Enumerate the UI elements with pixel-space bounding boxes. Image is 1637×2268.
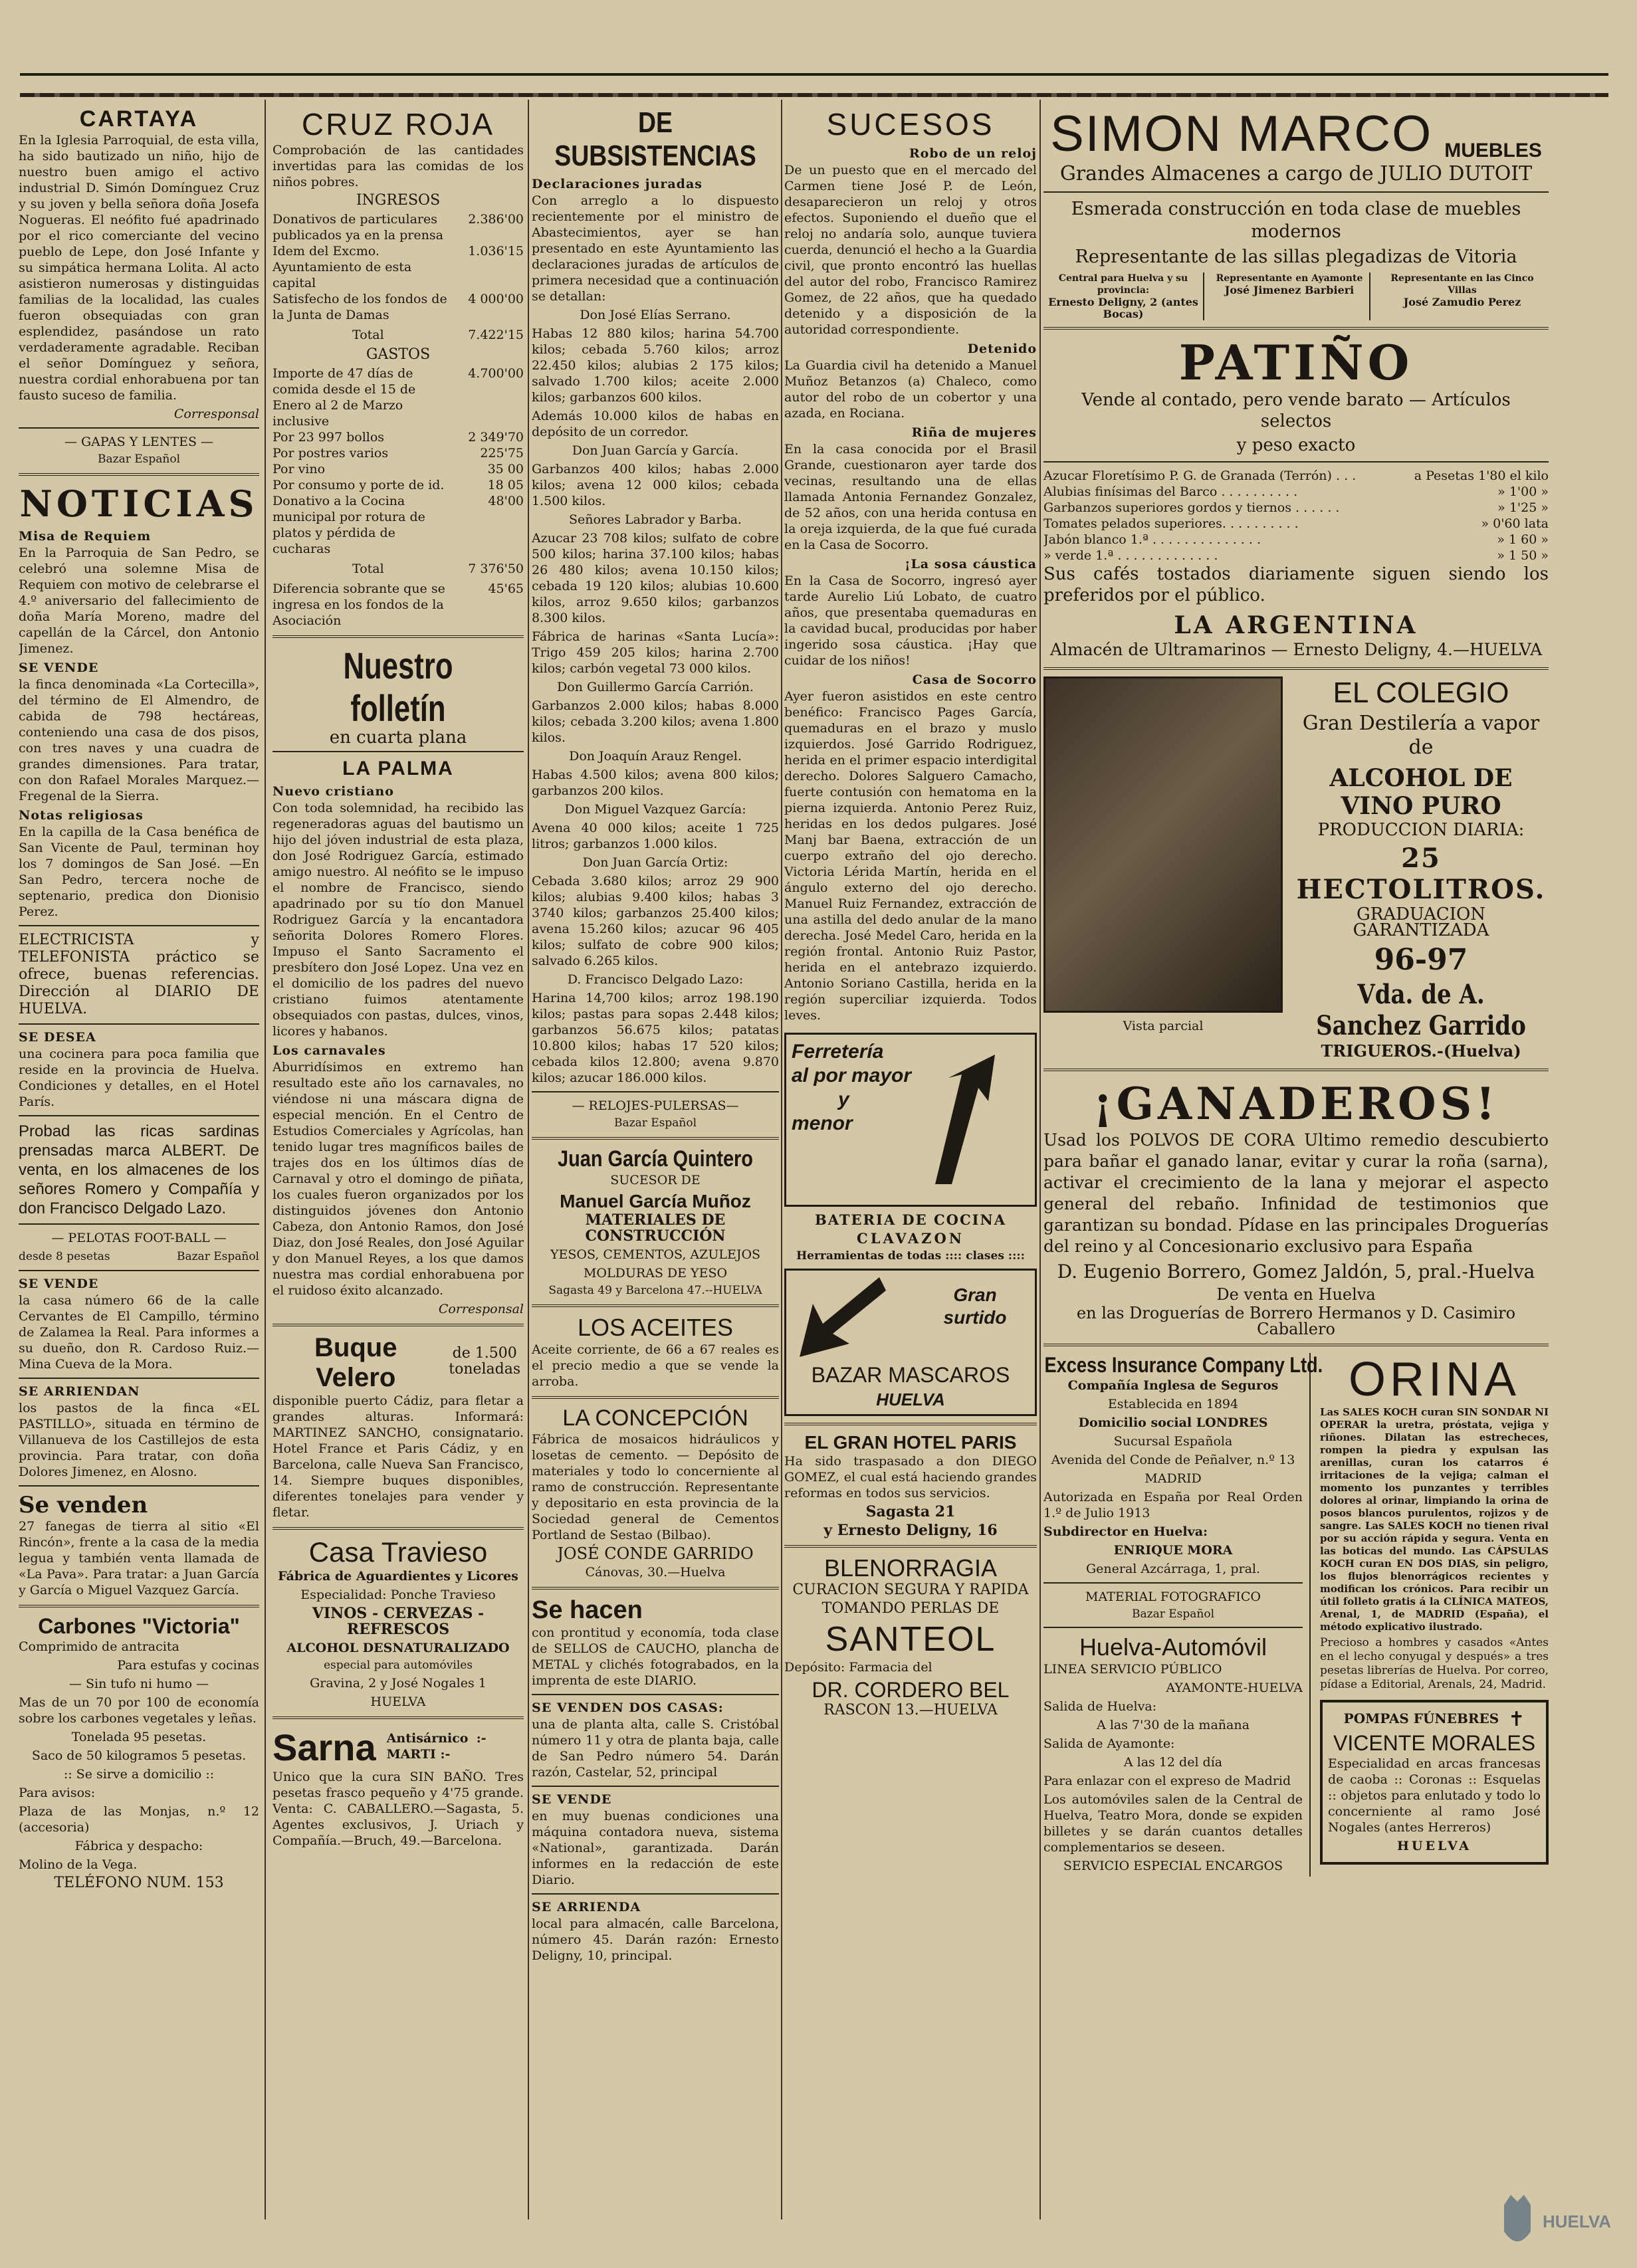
gasto-row: Por vino 35 00 (273, 462, 524, 476)
pompas-title: POMPAS FÚNEBRES (1343, 1710, 1499, 1726)
desea-text: una cocinera para poca familia que reside en la provincia de Huelva. Condiciones y detalles, en el Hotel París. (19, 1047, 259, 1109)
crown-shield-icon (1497, 2192, 1537, 2251)
simon-line: Esmerada construcción en toda clase de muebles modernos (1071, 199, 1521, 242)
clavazon-label: CLAVAZON (856, 1230, 965, 1247)
divider (532, 1893, 779, 1895)
colegio-line: 96-97 (1374, 943, 1468, 978)
divider (19, 473, 259, 476)
precio-row: Azucar Floretísimo P. G. de Granada (Terrón) . . . a Pesetas 1'80 el kilo (1043, 468, 1549, 483)
cafes-text: Sus cafés tostados diariamente siguen siendo los preferidos por el público. (1043, 564, 1549, 605)
excess-line: Sucursal Española (1113, 1434, 1233, 1449)
hacen-title: Se hacen (532, 1596, 643, 1624)
cruz-roja-title: CRUZ ROJA (301, 107, 495, 142)
rina-heading: Riña de mujeres (911, 425, 1037, 440)
divider (273, 1324, 524, 1326)
blenorragia-addr: RASCON 13.—HUELVA (823, 1702, 998, 1718)
declaraciones-heading: Declaraciones juradas (532, 177, 703, 191)
travieso-line: HUELVA (370, 1695, 426, 1709)
automovil-line: AYAMONTE-HUELVA (1166, 1681, 1303, 1695)
aceites-text: Aceite corriente, de 66 a 67 reales es el precio medio a que se vende la arroba. (532, 1342, 779, 1389)
ganaderos-title: ¡GANADEROS! (1093, 1078, 1499, 1130)
simon-rep: Ernesto Deligny, 2 (antes Bocas) (1048, 296, 1198, 320)
carnavales-heading: Los carnavales (273, 1043, 386, 1058)
travieso-line: ALCOHOL DESNATURALIZADO (286, 1641, 510, 1655)
arrow-down-icon (800, 1277, 886, 1364)
decl-item: Garbanzos 400 kilos; habas 2.000 kilos; avena 12 000 kilos; cebada 1.500 kilos. (532, 462, 779, 508)
colegio-line: Gran Destilería a vapor de (1302, 711, 1540, 759)
notas-text: En la capilla de la Casa benéfica de San Vicente de Paul, terminan hoy los 7 domingos de San José. —En San Pedro, tercera noche de septenario, predica don Dionisio Perez. (19, 825, 259, 919)
gasto-row: Por 23 997 bollos 2 349'70 (273, 430, 524, 445)
column-divider (528, 100, 529, 2219)
gapas-ad: — GAPAS Y LENTES — (64, 435, 214, 449)
mascaros-ad (784, 1269, 1037, 1416)
ganaderos-line: en las Droguerías de Borrero Hermanos y D. Casimiro Caballero (1076, 1304, 1516, 1338)
cross-icon: ✝ (1508, 1708, 1525, 1731)
carbones-line: Plaza de las Monjas, n.º 12 (accesoria) (19, 1804, 259, 1835)
gasto-row: Por postres varios 225'75 (273, 446, 524, 461)
telefono: TELÉFONO NUM. 153 (54, 1875, 224, 1891)
decl-item: Señores Labrador y Barba. (569, 512, 742, 527)
bazar-label: Bazar Español (613, 1116, 697, 1130)
arrienda-heading: SE ARRIENDA (532, 1900, 641, 1914)
corresponsal-sign: Corresponsal (173, 407, 259, 421)
arriendan-text: los pastos de la finca «EL PASTILLO», situada en término de Villanueva de los Castillejos de esta provincia. Para tratar, con doña Dolores Jimenez, en Alosno. (19, 1401, 259, 1479)
palma-title: LA PALMA (342, 758, 454, 779)
divider (1043, 1627, 1303, 1628)
divider (1043, 1069, 1549, 1071)
divider (19, 1115, 259, 1116)
travieso-line: Fábrica de Aguardientes y Licores (278, 1569, 518, 1584)
decl-item: Habas 12 880 kilos; harina 54.700 kilos; cebada 5.760 kilos; arroz 22.450 kilos; alubias 2 175 kilos; salvado 1.700 kilos; aceite 2.000 kilos; garbanzos 600 kilos. (532, 326, 779, 405)
sucesos-title: SUCESOS (826, 107, 995, 142)
distillery-photo (1043, 676, 1283, 1013)
colegio-line: PRODUCCION DIARIA: (1317, 819, 1525, 840)
divider (532, 1786, 779, 1787)
cruz-roja-intro: Comprobación de las cantidades invertidas para las comidas de los niños pobres. (273, 143, 524, 189)
column-4 (784, 106, 1037, 2233)
travieso-line: VINOS - CERVEZAS - REFRESCOS (312, 1605, 485, 1638)
hacen-text: con prontitud y economía, toda clase de SELLOS de CAUCHO, plancha de METAL y clichés fotograbados, en la imprenta de este DIARIO. (532, 1625, 779, 1688)
decl-item: Fábrica de harinas «Santa Lucía»: Trigo 459 205 kilos; harina 2.700 kilos; carbón vegetal 73 000 kilos. (532, 629, 779, 676)
quintero-line: Sagasta 49 y Barcelona 47.--HUELVA (548, 1284, 762, 1297)
colegio-line: Vda. de A. Sanchez Garrido (1316, 979, 1526, 1042)
orina-line: Precioso a hombres y casados «Antes en el lecho conyugal y después» a tres pesetas librerías de Huelva. Por correo, pídase a Editorial, Arenals, 24, Madrid. (1320, 1636, 1549, 1691)
hotel-addr: Sagasta 21 (865, 1503, 956, 1520)
simon-rep: José Zamudio Perez (1403, 296, 1521, 308)
decl-item: Habas 4.500 kilos; avena 800 kilos; garbanzos 200 kilos. (532, 768, 779, 798)
decl-item: Cebada 3.680 kilos; arroz 29 900 kilos; alubias 9.400 kilos; habas 3 3740 kilos; garbanzos 25.400 kilos; avena 15.260 kilos; azucar 96 405 kilos; sulfato de cobre 900 kilos; salvado 6.265 kilos. (532, 874, 779, 968)
quintero-title: Juan García Quintero (558, 1146, 753, 1172)
divider (532, 1694, 779, 1695)
ferreteria-ad (784, 1033, 1037, 1207)
automovil-line: SERVICIO ESPECIAL ENCARGOS (1063, 1859, 1283, 1873)
patino-line: y peso exacto (1236, 435, 1356, 455)
bazar-label: Bazar Español (97, 453, 181, 466)
divider (19, 1605, 259, 1607)
carbones-line: Saco de 50 kilogramos 5 pesetas. (31, 1748, 247, 1763)
divider (784, 1545, 1037, 1548)
corresponsal-sign: Corresponsal (438, 1302, 524, 1316)
divider (19, 1270, 259, 1271)
precio-row: Jabón blanco 1.ª . . . . . . . . . . . . . . » 1 60 » (1043, 532, 1549, 547)
divider (532, 1396, 779, 1399)
desea-heading: SE DESEA (19, 1030, 96, 1045)
carbones-line: :: Se sirve a domicilio :: (63, 1767, 215, 1782)
divider (273, 635, 524, 638)
column-divider (265, 100, 266, 2219)
precio-row: Alubias finísimas del Barco . . . . . . . . . . » 1'00 » (1043, 484, 1549, 499)
carbones-line: Comprimido de antracita (19, 1639, 179, 1654)
decl-item: Garbanzos 2.000 kilos; habas 8.000 kilos; cebada 3.200 kilos; avena 1.800 kilos. (532, 698, 779, 745)
divider (19, 1485, 259, 1487)
simon-rep-label: Representante en las Cinco Villas (1390, 273, 1534, 296)
muebles-label: MUEBLES (1444, 140, 1542, 161)
detenido-text: La Guardia civil ha detenido a Manuel Muñoz Betanzos (a) Chaleco, como autor del robo de un cobertor y una azada, en Rociana. (784, 358, 1037, 421)
vende-maquina-heading: SE VENDE (532, 1792, 612, 1807)
socorro-heading: Casa de Socorro (912, 672, 1037, 687)
declaraciones-text: Con arreglo a lo dispuesto recientemente por el ministro de Abastecimientos, ayer se han presentado en este Ayuntamiento las declaraciones juradas de artículos de primera necesidad que a continuación se detallan: (532, 193, 779, 304)
gran-surtido: Gran surtido (943, 1285, 1007, 1328)
pompas-ad (1320, 1700, 1549, 1865)
venden-casas-heading: SE VENDEN DOS CASAS: (532, 1701, 724, 1715)
patino-line: Vende al contado, pero vende barato — Artículos selectos (1081, 390, 1511, 431)
excess-line: Compañía Inglesa de Seguros (1067, 1378, 1279, 1393)
simon-rep-label: Central para Huelva y su provincia: (1058, 273, 1188, 296)
decl-item: D. Francisco Delgado Lazo: (567, 972, 744, 987)
ingreso-row: Satisfecho de los fondos de la Junta de Damas 4 000'00 (273, 292, 524, 322)
divider (19, 1378, 259, 1379)
foto-ad: MATERIAL FOTOGRAFICO (1085, 1590, 1261, 1604)
automovil-line: A las 7'30 de la mañana (1097, 1718, 1250, 1732)
decl-item: Don Miguel Vazquez García: (564, 802, 746, 817)
pompas-text: Especialidad en arcas francesas de caoba :: Coronas :: Esquelas :: objetos para enlutado y todo lo concerniente al ramo José Nogales (antes Herreros) (1328, 1756, 1541, 1835)
divider (532, 1137, 779, 1140)
buque-title: Buque Velero (314, 1333, 397, 1392)
colegio-line: TRIGUEROS.-(Huelva) (1321, 1041, 1521, 1061)
decl-item: Avena 40 000 kilos; aceite 1 725 litros; garbanzos 1.000 kilos. (532, 821, 779, 851)
folletin-title: Nuestro folletín (343, 645, 453, 729)
bottom-ads (1043, 1353, 1549, 1877)
mascaros-city: HUELVA (876, 1390, 945, 1409)
travieso-title: Casa Travieso (308, 1536, 488, 1568)
gastos-label: GASTOS (366, 346, 431, 363)
buque-capacity: de 1.500 toneladas (449, 1345, 521, 1378)
diferencia-row: Diferencia sobrante que se ingresa en los fondos de la Asociación 45'65 (273, 581, 524, 628)
divider (784, 1423, 1037, 1425)
ferreteria-line: al por mayor (792, 1065, 912, 1086)
sarna-text: Unico que la cura SIN BAÑO. Tres pesetas frasco pequeño y 4'75 grande. Venta: C. CABALLERO.—Sagasta, 5. Agentes exclusivos, J. Uriach y Compañía.—Bruch, 49.—Barcelona. (273, 1770, 524, 1848)
vende-maquina-text: en muy buenas condiciones una máquina contadora nueva, sistema «National», garantizada. Darán informes en la redacción de este Diario. (532, 1809, 779, 1887)
simon-rep-label: Representante en Ayamonte (1216, 273, 1363, 284)
sardinas-ad: Probad las ricas sardinas prensadas marca ALBERT. De venta, en los almacenes de los señores Romero y Compañía y don Francisco Delgado Lazo. (19, 1122, 259, 1217)
socorro-text: Ayer fueron asistidos en este centro benéfico: Francisco Pages García, quemaduras en el brazo y muslo izquierdos. José Garrido Rodriguez, herida en el primer espacio interdigital derecho. Dolores Salguero Camacho, fuerte contusión con hematoma en la pierna izquierda. Antonio Perez Ruiz, heridas en los dedos pulgares. José Manj bar Baena, extracción de un cuerpo extraño del ojo derecho. Victoria Lérida Martín, herida en el ángulo externo del ojo derecho. Manuel Ruiz Fernandez, extracción de una astilla del dedo anular de la mano derecha. José Medel Caro, herida en la región frontal. Antonio Ruiz Pastor, herida en el antebrazo izquierdo. Antonio Soriano Castilla, herida en la región superciliar izquierda. Todos leves. (784, 689, 1037, 1023)
colegio-line: GRADUACION GARANTIZADA (1353, 904, 1489, 941)
gasto-row: Importe de 47 días de comida desde el 15 de Enero al 2 de Marzo inclusive 4.700'00 (273, 366, 524, 429)
blenorragia-dep: Depósito: Farmacia del (784, 1660, 932, 1675)
decl-item: Don Juan García Ortiz: (582, 855, 728, 870)
decl-item: Don Joaquín Arauz Rengel. (569, 749, 742, 764)
aceites-title: LOS ACEITES (577, 1314, 734, 1341)
nuevo-heading: Nuevo cristiano (273, 784, 394, 799)
carbones-line: Tonelada 95 pesetas. (71, 1730, 207, 1744)
decl-item: Harina 14,700 kilos; arroz 198.190 kilos; pastas para sopas 2.448 kilos; garbanzos 56.675 kilos; patatas 10.800 kilos; habas 17 520 kilos; cebada kilos 12.800; avena 9.870 kilos; azucar 186.000 kilos. (532, 991, 779, 1085)
concepcion-text: Fábrica de mosaicos hidráulicos y losetas de cemento. — Depósito de materiales y todo lo concerniente al ramo de construcción. Representante y depositario en esta provincia de la Sociedad general de Cementos Portland de Sestao (Bilbao). (532, 1432, 779, 1542)
misa-heading: Misa de Requiem (19, 529, 152, 544)
decl-item: Además 10.000 kilos de habas en depósito de un corredor. (532, 409, 779, 439)
pompas-city: HUELVA (1396, 1839, 1472, 1853)
relojes-ad: — RELOJES-PULERSAS— (572, 1098, 739, 1113)
electricista-ad: ELECTRICISTA y TELEFONISTA práctico se ofrece, buenas referencias. Dirección al DIARIO DE HUELVA. (19, 932, 259, 1017)
ferreteria-line: y (838, 1088, 849, 1110)
simon-marco-title: SIMON MARCO (1050, 106, 1433, 162)
colegio-line: ALCOHOL DE VINO PURO (1329, 764, 1513, 820)
simon-sub: Grandes Almacenes a cargo de JULIO DUTOIT (1059, 162, 1533, 185)
colegio-line: 25 HECTOLITROS. (1296, 842, 1546, 905)
automovil-line: Para enlazar con el expreso de Madrid (1043, 1774, 1291, 1788)
arrienda-text: local para almacén, calle Barcelona, número 45. Darán razón: Ernesto Deligny, 10, principal. (532, 1916, 779, 1963)
noticias-title: NOTICIAS (19, 482, 259, 525)
automovil-line: Salida de Ayamonte: (1043, 1736, 1175, 1751)
sosa-heading: ¡La sosa cáustica (905, 557, 1037, 571)
divider (1043, 327, 1549, 330)
column-divider (781, 100, 782, 2219)
bazar-label: Bazar Español (176, 1250, 259, 1263)
excess-line: MADRID (1145, 1471, 1202, 1486)
divider (19, 1223, 259, 1225)
gasto-row: Por consumo y porte de id. 18 05 (273, 478, 524, 492)
automovil-line: Salida de Huelva: (1043, 1699, 1157, 1714)
column-divider (1039, 100, 1041, 2219)
divider (19, 925, 259, 926)
top-ornament-rule (20, 93, 1608, 97)
sarna-sub: Antisárnico :- MARTI :- (386, 1730, 487, 1762)
arriendan-heading: SE ARRIENDAN (19, 1384, 140, 1399)
orina-title: ORINA (1348, 1353, 1521, 1406)
carbones-line: Para avisos: (19, 1786, 96, 1800)
column-5 (1043, 106, 1549, 2233)
quintero-line: SUCESOR DE (610, 1173, 701, 1187)
santeol-brand: SANTEOL (825, 1620, 996, 1659)
archive-stamp (1497, 2188, 1617, 2255)
ganaderos-text: Usad los POLVOS DE CORA Ultimo remedio descubierto para bañar el ganado lanar, evitar y curar la roña (sarna), activar el crecimiento de la lana y mejorar el aspecto general del rebaño. Infinidad de testimonios que garantizan su bondad. Pídase en las principales Droguerías del reino y al Concesionario exclusivo para España (1043, 1130, 1549, 1256)
sarna-title: Sarna (273, 1726, 376, 1768)
conde-addr: Cánovas, 30.—Huelva (585, 1565, 726, 1580)
colegio-ad (1043, 676, 1549, 1062)
carbones-line: Mas de un 70 por 100 de economía sobre los carbones vegetales y leñas. (19, 1695, 259, 1726)
ferreteria-line: menor (792, 1112, 853, 1134)
carbones-line: Molino de la Vega. (19, 1857, 138, 1872)
automovil-line: Los automóviles salen de la Central de Huelva, Teatro Mora, donde se expiden billetes y se darán cuantos detalles complementarios se deseen. (1043, 1792, 1303, 1855)
vende2-heading: SE VENDE (19, 1277, 99, 1291)
travieso-line: especial para automóviles (323, 1659, 473, 1672)
precio-row: » verde 1.ª . . . . . . . . . . . . . » 1 50 » (1043, 548, 1549, 563)
ingreso-row: Idem del Excmo. Ayuntamiento de esta capital 1.036'15 (273, 244, 524, 290)
ganaderos-line: De venta en Huelva (1216, 1285, 1376, 1304)
vicente-name: VICENTE MORALES (1333, 1731, 1536, 1755)
vista-caption: Vista parcial (1123, 1019, 1204, 1033)
cartaya-text: En la Iglesia Parroquial, de esta villa, ha sido bautizado un niño, hijo de nuestro buen amigo el activo industrial D. Simón Domínguez Cruz y su joven y bella señora doña Josefa Nogueras. El neófito fué apadrinado por el rico comerciante del vecino pueblo de Lepe, don José Infante y su simpática hermana Lolita. Al acto asistieron numerosas y distinguidas familias de la localidad, las cuales fueron obsequiadas con gran esplendidez, pasándose un rato verdaderamente agradable. Reciban el señor Domínguez y señora, nuestra cordial enhorabuena por tan fausto suceso de familia. (19, 133, 259, 403)
decl-item: Azucar 23 708 kilos; sulfato de cobre 500 kilos; harina 37.100 kilos; habas 26 480 kilos; avena 10.150 kilos; cebada 19 120 kilos; alubias 10.600 kilos, arroz 9.650 kilos; garbanzos 8.300 kilos. (532, 531, 779, 625)
venden-title: Se venden (19, 1492, 148, 1518)
argentina-title: LA ARGENTINA (1174, 611, 1418, 639)
stamp-label: HUELVA (1543, 2211, 1612, 2231)
divider (19, 427, 259, 429)
vende2-text: la casa número 66 de la calle Cervantes de El Campillo, término de Zalamea la Real. Para informes a su dueño, don R. Cardoso Ruiz.—Mina Cueva de la Mora. (19, 1293, 259, 1372)
excess-line: Autorizada en España por Real Orden 1.º de Julio 1913 (1043, 1490, 1303, 1520)
blenorragia-line: TOMANDO PERLAS DE (821, 1600, 1000, 1617)
travieso-line: Especialidad: Ponche Travieso (300, 1588, 496, 1602)
carnavales-text: Aburridísimos en extremo han resultado este año los carnavales, no viéndose ni una máscara digna de especial mención. En el Centro de Estudios Comerciales y Agrícolas, han tenido lugar tres magníficos bailes de trajes dos en los últimos días de Carnaval y otro el domingo de piñata, los cuales fueron organizados por los distinguidos jóvenes don Antonio Cabeza, don Antonio Ramos, don José Diaz, don José Reales, don José Aguilar y don Manuel Reyes, a los que damos nuestra mas cordial enhorabuena por el ruidoso éxito alcanzado. (273, 1060, 524, 1298)
venden-text: 27 fanegas de tierra al sitio «El Rincón», frente a la casa de la media legua y también venta llamada de «La Pava». Para tratar: a Juan García y García o Miguel Vazquez García. (19, 1519, 259, 1598)
subsistencias-title: DE SUBSISTENCIAS (554, 106, 756, 172)
precio-row: Tomates pelados superiores. . . . . . . . . . » 0'60 lata (1043, 516, 1549, 531)
decl-item: Don José Elías Serrano. (580, 308, 731, 322)
travieso-line: Gravina, 2 y José Nogales 1 (310, 1676, 487, 1691)
carbones-line: Fábrica y despacho: (74, 1839, 203, 1853)
herramientas-label: Herramientas de todas :::: clases :::: (796, 1249, 1025, 1263)
decl-item: Don Juan García y García. (572, 443, 739, 458)
mascaros-title: BAZAR MASCAROS (811, 1363, 1010, 1387)
sosa-text: En la Casa de Socorro, ingresó ayer tarde Aurelio Liú Lobato, de cuatro años, que presentaba quemaduras en la cavidad bucal, producidas por haber ingerido sosa cáustica. ¡Hay que cuidar de los niños! (784, 573, 1037, 668)
simon-line: Representante de las sillas plegadizas de Vitoria (1075, 247, 1517, 267)
column-3 (532, 106, 779, 2233)
gasto-row: Donativo a la Cocina municipal por rotura de platos y pérdida de cucharas 48'00 (273, 494, 524, 556)
quintero-line: MATERIALES DE CONSTRUCCIÓN (585, 1211, 726, 1245)
patino-title: PATIÑO (1178, 334, 1414, 391)
carbones-line: — Sin tufo ni humo — (68, 1677, 209, 1691)
hotel-text: Ha sido traspasado a don DIEGO GOMEZ, el cual está haciendo grandes reformas en todos sus servicios. (784, 1454, 1037, 1500)
total-gastos: Total 7 376'50 (352, 562, 524, 576)
divider (1043, 667, 1549, 670)
divider (1043, 1344, 1549, 1346)
simon-rep: José Jimenez Barbieri (1224, 284, 1355, 296)
vende-heading: SE VENDE (19, 661, 99, 675)
excess-title: Excess Insurance Company Ltd. (1044, 1353, 1323, 1377)
hotel-addr: y Ernesto Deligny, 16 (823, 1522, 998, 1539)
ingresos-label: INGRESOS (356, 192, 441, 209)
folletin-sub: en cuarta plana (329, 728, 467, 748)
bazar-label: Bazar Español (1131, 1607, 1215, 1621)
arrow-icon (922, 1055, 1022, 1187)
divider (273, 751, 524, 752)
excess-line: Domicilio social LONDRES (1078, 1415, 1268, 1430)
excess-line: Avenida del Conde de Peñalver, n.º 13 (1051, 1453, 1295, 1467)
quintero-line: YESOS, CEMENTOS, AZULEJOS (550, 1247, 761, 1262)
venden-casas-text: una de planta alta, calle S. Cristóbal número 11 y otra de planta baja, calle de San Pedro número 54. Darán razón, Castelar, 52, principal (532, 1717, 779, 1780)
divider (532, 1304, 779, 1307)
excess-line: General Azcárraga, 1, pral. (1085, 1562, 1261, 1576)
divider (1043, 461, 1549, 463)
divider (19, 1023, 259, 1025)
argentina-sub: Almacén de Ultramarinos — Ernesto Deligny, 4.—HUELVA (1049, 640, 1543, 659)
detenido-heading: Detenido (967, 342, 1037, 356)
quintero-line: Manuel García Muñoz (560, 1191, 751, 1211)
divider (273, 1527, 524, 1530)
concepcion-title: LA CONCEPCIÓN (562, 1405, 748, 1431)
carbones-line: Para estufas y cocinas (117, 1658, 259, 1673)
misa-text: En la Parroquia de San Pedro, se celebró una solemne Misa de Requiem con motivo de celebrarse el 4.º aniversario del fallecimiento de doña María Moreno, madre del capellán de la Cárcel, don Antonio Jimenez. (19, 546, 259, 656)
divider (273, 1716, 524, 1719)
ganaderos-line: D. Eugenio Borrero, Gomez Jaldón, 5, pral.-Huelva (1057, 1261, 1535, 1283)
blenorragia-title: BLENORRAGIA (823, 1554, 998, 1582)
divider (1043, 191, 1549, 193)
cartaya-title: CARTAYA (79, 106, 199, 132)
orina-text: Las SALES KOCH curan SIN SONDAR NI OPERAR la uretra, próstata, vejiga y riñones. Dilatan las estrecheces, rompen la piedra y expulsan las arenillas, curan los catarros é irritaciones de la vejiga; calman el momento los punzantes y terribles dolores al orinar, limpiando la orina de posos blancos purulentos, rojizos y de sangre. Las SALES KOCH no tienen rival por su acción rápida y segura. Venta en las boticas del mundo. Las CÁPSULAS KOCH curan EN DOS DIAS, sin peligro, los flujos blenorrágicos recientes y modifican los crónicos. Para recibir un útil folleto gratis á la CLÍNICA MATEOS, Arenal, 1, de MADRID (España), el método explicativo ilustrado. (1320, 1406, 1549, 1633)
colegio-title: EL COLEGIO (1333, 676, 1509, 709)
robo-text: De un puesto que en el mercado del Carmen tiene José P. de León, desaparecieron un reloj y otros efectos. Suponiendo el dueño que el reloj no andaría solo, aunque tuviera cuerda, denunció el hecho a la Guardia civil, que pronto encontró las huellas del autor del robo, Francisco Ramirez Gomez, de 22 años, que ha quedado detenido y a disposición de la autoridad correspondiente. (784, 163, 1037, 337)
excess-line: ENRIQUE MORA (1113, 1543, 1233, 1558)
excess-line: Establecida en 1894 (1107, 1397, 1239, 1411)
conde-name: JOSÉ CONDE GARRIDO (557, 1544, 754, 1563)
carbones-title: Carbones "Victoria" (38, 1614, 240, 1638)
divider (1043, 1582, 1303, 1584)
top-rule (20, 73, 1608, 76)
hotel-title: EL GRAN HOTEL PARIS (804, 1432, 1017, 1453)
column-1 (19, 106, 259, 2233)
divider (532, 1091, 779, 1092)
buque-text: disponible puerto Cádiz, para fletar a grandes alturas. Informará: MARTINEZ SANCHO, consignatario. Hotel France et Paris Cádiz, y en Barcelona, calle Nueva San Francisco, 14. Siempre buques disponibles, diferentes tonelajes para vender y fletar. (273, 1393, 524, 1520)
rina-text: En la casa conocida por el Brasil Grande, cuestionaron ayer tarde dos vecinas, resultando una de ellas llamada Antonia Fernandez Gonzalez, de 52 años, con una herida contusa en la oreja izquierda, de la que fué curada en la Casa de Socorro. (784, 442, 1037, 552)
decl-item: Don Guillermo García Carrión. (557, 680, 754, 694)
excess-line: Subdirector en Huelva: (1043, 1524, 1208, 1539)
pelotas-ad: — PELOTAS FOOT-BALL — (51, 1231, 227, 1245)
ingreso-row: Donativos de particulares publicados ya en la prensa 2.386'00 (273, 212, 524, 243)
automovil-line: LINEA SERVICIO PÚBLICO (1043, 1662, 1222, 1677)
nuevo-text: Con toda solemnidad, ha recibido las regeneradoras aguas del bautismo un hijo del jóven industrial de esta plaza, don José Rodriguez García, estimado amigo nuestro. Al neófito se le impuso el nombre de Francisco, siendo apadrinado por su tío don Manuel Rodriguez García y la encantadora señorita Dolores Romero Flores. Impuso el Santo Sacramento el presbítero don José Lopez. Una vez en el domicilio de los padres del nuevo cristiano fuimos atentamente obsequiados con pastas, dulces, vinos, licores y habanos. (273, 801, 524, 1039)
ferreteria-line: Ferretería (792, 1041, 884, 1063)
bateria-label: BATERIA DE COCINA (815, 1211, 1006, 1228)
notas-heading: Notas religiosas (19, 808, 144, 823)
blenorragia-dr: DR. CORDERO BEL (812, 1678, 1010, 1702)
precio-row: Garbanzos superiores gordos y tiernos . . . . . . » 1'25 » (1043, 500, 1549, 515)
robo-heading: Robo de un reloj (909, 146, 1037, 161)
column-2 (273, 106, 524, 2233)
pelotas-price: desde 8 pesetas (19, 1250, 110, 1263)
vende-text: la finca denominada «La Cortecilla», del término de El Almendro, de cabida de 798 hectáreas, conteniendo una casa de dos pisos, con tres naves y una cuadra de grandes dimensiones. Para tratar, con don Rafael Morales Marquez.—Fregenal de la Sierra. (19, 677, 259, 803)
automovil-title: Huelva-Automóvil (1079, 1633, 1267, 1661)
divider (532, 1587, 779, 1590)
total-ingresos: Total 7.422'15 (352, 328, 524, 342)
quintero-line: MOLDURAS DE YESO (583, 1266, 728, 1281)
automovil-line: A las 12 del día (1123, 1755, 1223, 1770)
blenorragia-line: CURACION SEGURA Y RAPIDA (792, 1582, 1029, 1598)
